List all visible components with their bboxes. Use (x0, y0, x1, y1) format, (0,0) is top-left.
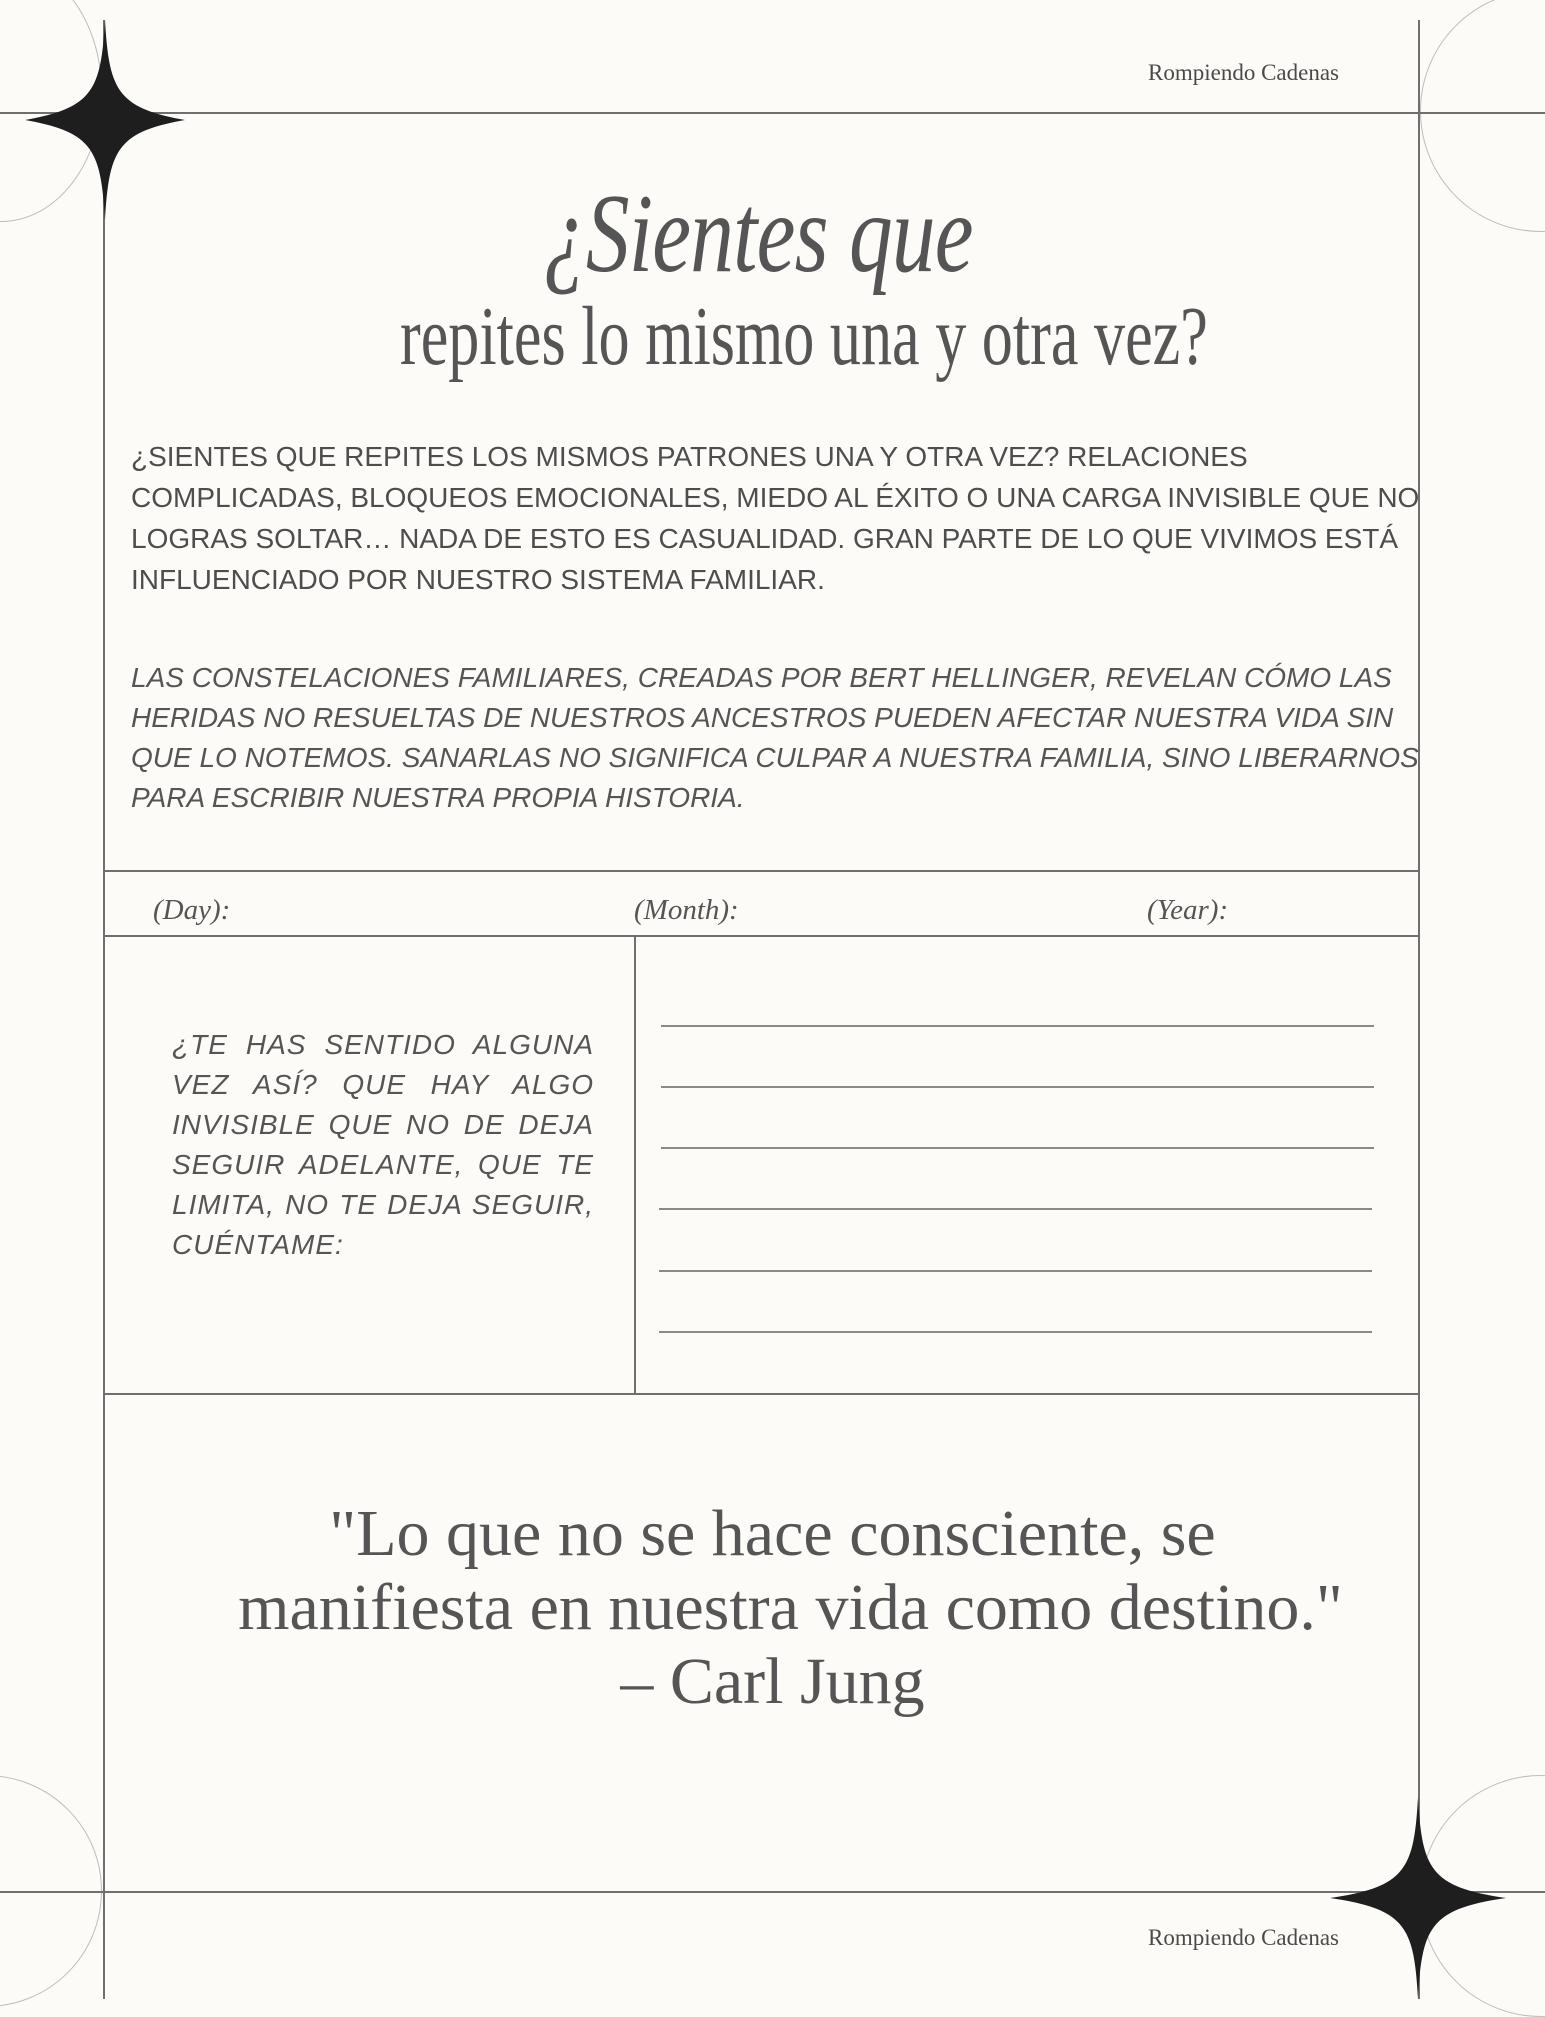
header-brand: Rompiendo Cadenas (1148, 60, 1339, 85)
frame-bottom-line (0, 1891, 1545, 1893)
date-row-top-line (103, 870, 1420, 872)
sparkle-icon (1330, 1797, 1506, 1999)
page-title-line2: repites lo mismo una y otra vez? (400, 290, 1208, 383)
date-day-label: (Day): (153, 894, 231, 926)
sparkle-icon (25, 20, 185, 220)
journal-prompt: ¿TE HAS SENTIDO ALGUNA VEZ ASÍ? QUE HAY ALGO INVISIBLE QUE NO DE DEJA SEGUIR ADELANTE, QUE TE LIMITA, NO TE DEJA SEGUIR, CUÉNTAME: (172, 1029, 594, 1260)
writing-line[interactable] (661, 1025, 1374, 1027)
corner-arc-top-right (1420, 0, 1545, 232)
writing-line[interactable] (659, 1208, 1372, 1210)
quote-author: – Carl Jung (620, 1645, 925, 1718)
writing-line[interactable] (661, 1147, 1374, 1149)
page-title-line1: ¿Sientes que (543, 172, 973, 296)
journal-divider-line (634, 935, 636, 1393)
journal-bottom-line (103, 1393, 1420, 1395)
footer-brand: Rompiendo Cadenas (1148, 1925, 1339, 1950)
intro-paragraph: ¿SIENTES QUE REPITES LOS MISMOS PATRONES UNA Y OTRA VEZ? RELACIONES COMPLICADAS, BLOQUEOS EMOCIONALES, MIEDO AL ÉXITO O UNA CARGA INVISIBLE QUE NO LOGRAS SOLTAR… NADA DE ESTO ES CASUALIDAD. GRAN PARTE DE LO QUE VIVIMOS ESTÁ INFLUENCIADO POR NUESTRO SISTEMA FAMILIAR. (131, 441, 1420, 595)
quote-line2: manifiesta en nuestra vida como destino." (238, 1571, 1343, 1644)
writing-line[interactable] (659, 1331, 1372, 1333)
quote-line1: "Lo que no se hace consciente, se (329, 1497, 1216, 1570)
intro-paragraph-italic: LAS CONSTELACIONES FAMILIARES, CREADAS POR BERT HELLINGER, REVELAN CÓMO LAS HERIDAS NO RESUELTAS DE NUESTROS ANCESTROS PUEDEN AFECTAR NUESTRA VIDA SIN QUE LO NOTEMOS. SANARLAS NO SIGNIFICA CULPAR A NUESTRA FAMILIA, SINO LIBERARNOS PARA ESCRIBIR NUESTRA PROPIA HISTORIA. (131, 662, 1419, 813)
writing-line[interactable] (661, 1086, 1374, 1088)
date-row-bottom-line (103, 935, 1420, 937)
writing-line[interactable] (659, 1270, 1372, 1272)
frame-top-line (0, 112, 1545, 114)
date-month-label: (Month): (634, 894, 739, 926)
date-year-label: (Year): (1147, 894, 1229, 926)
